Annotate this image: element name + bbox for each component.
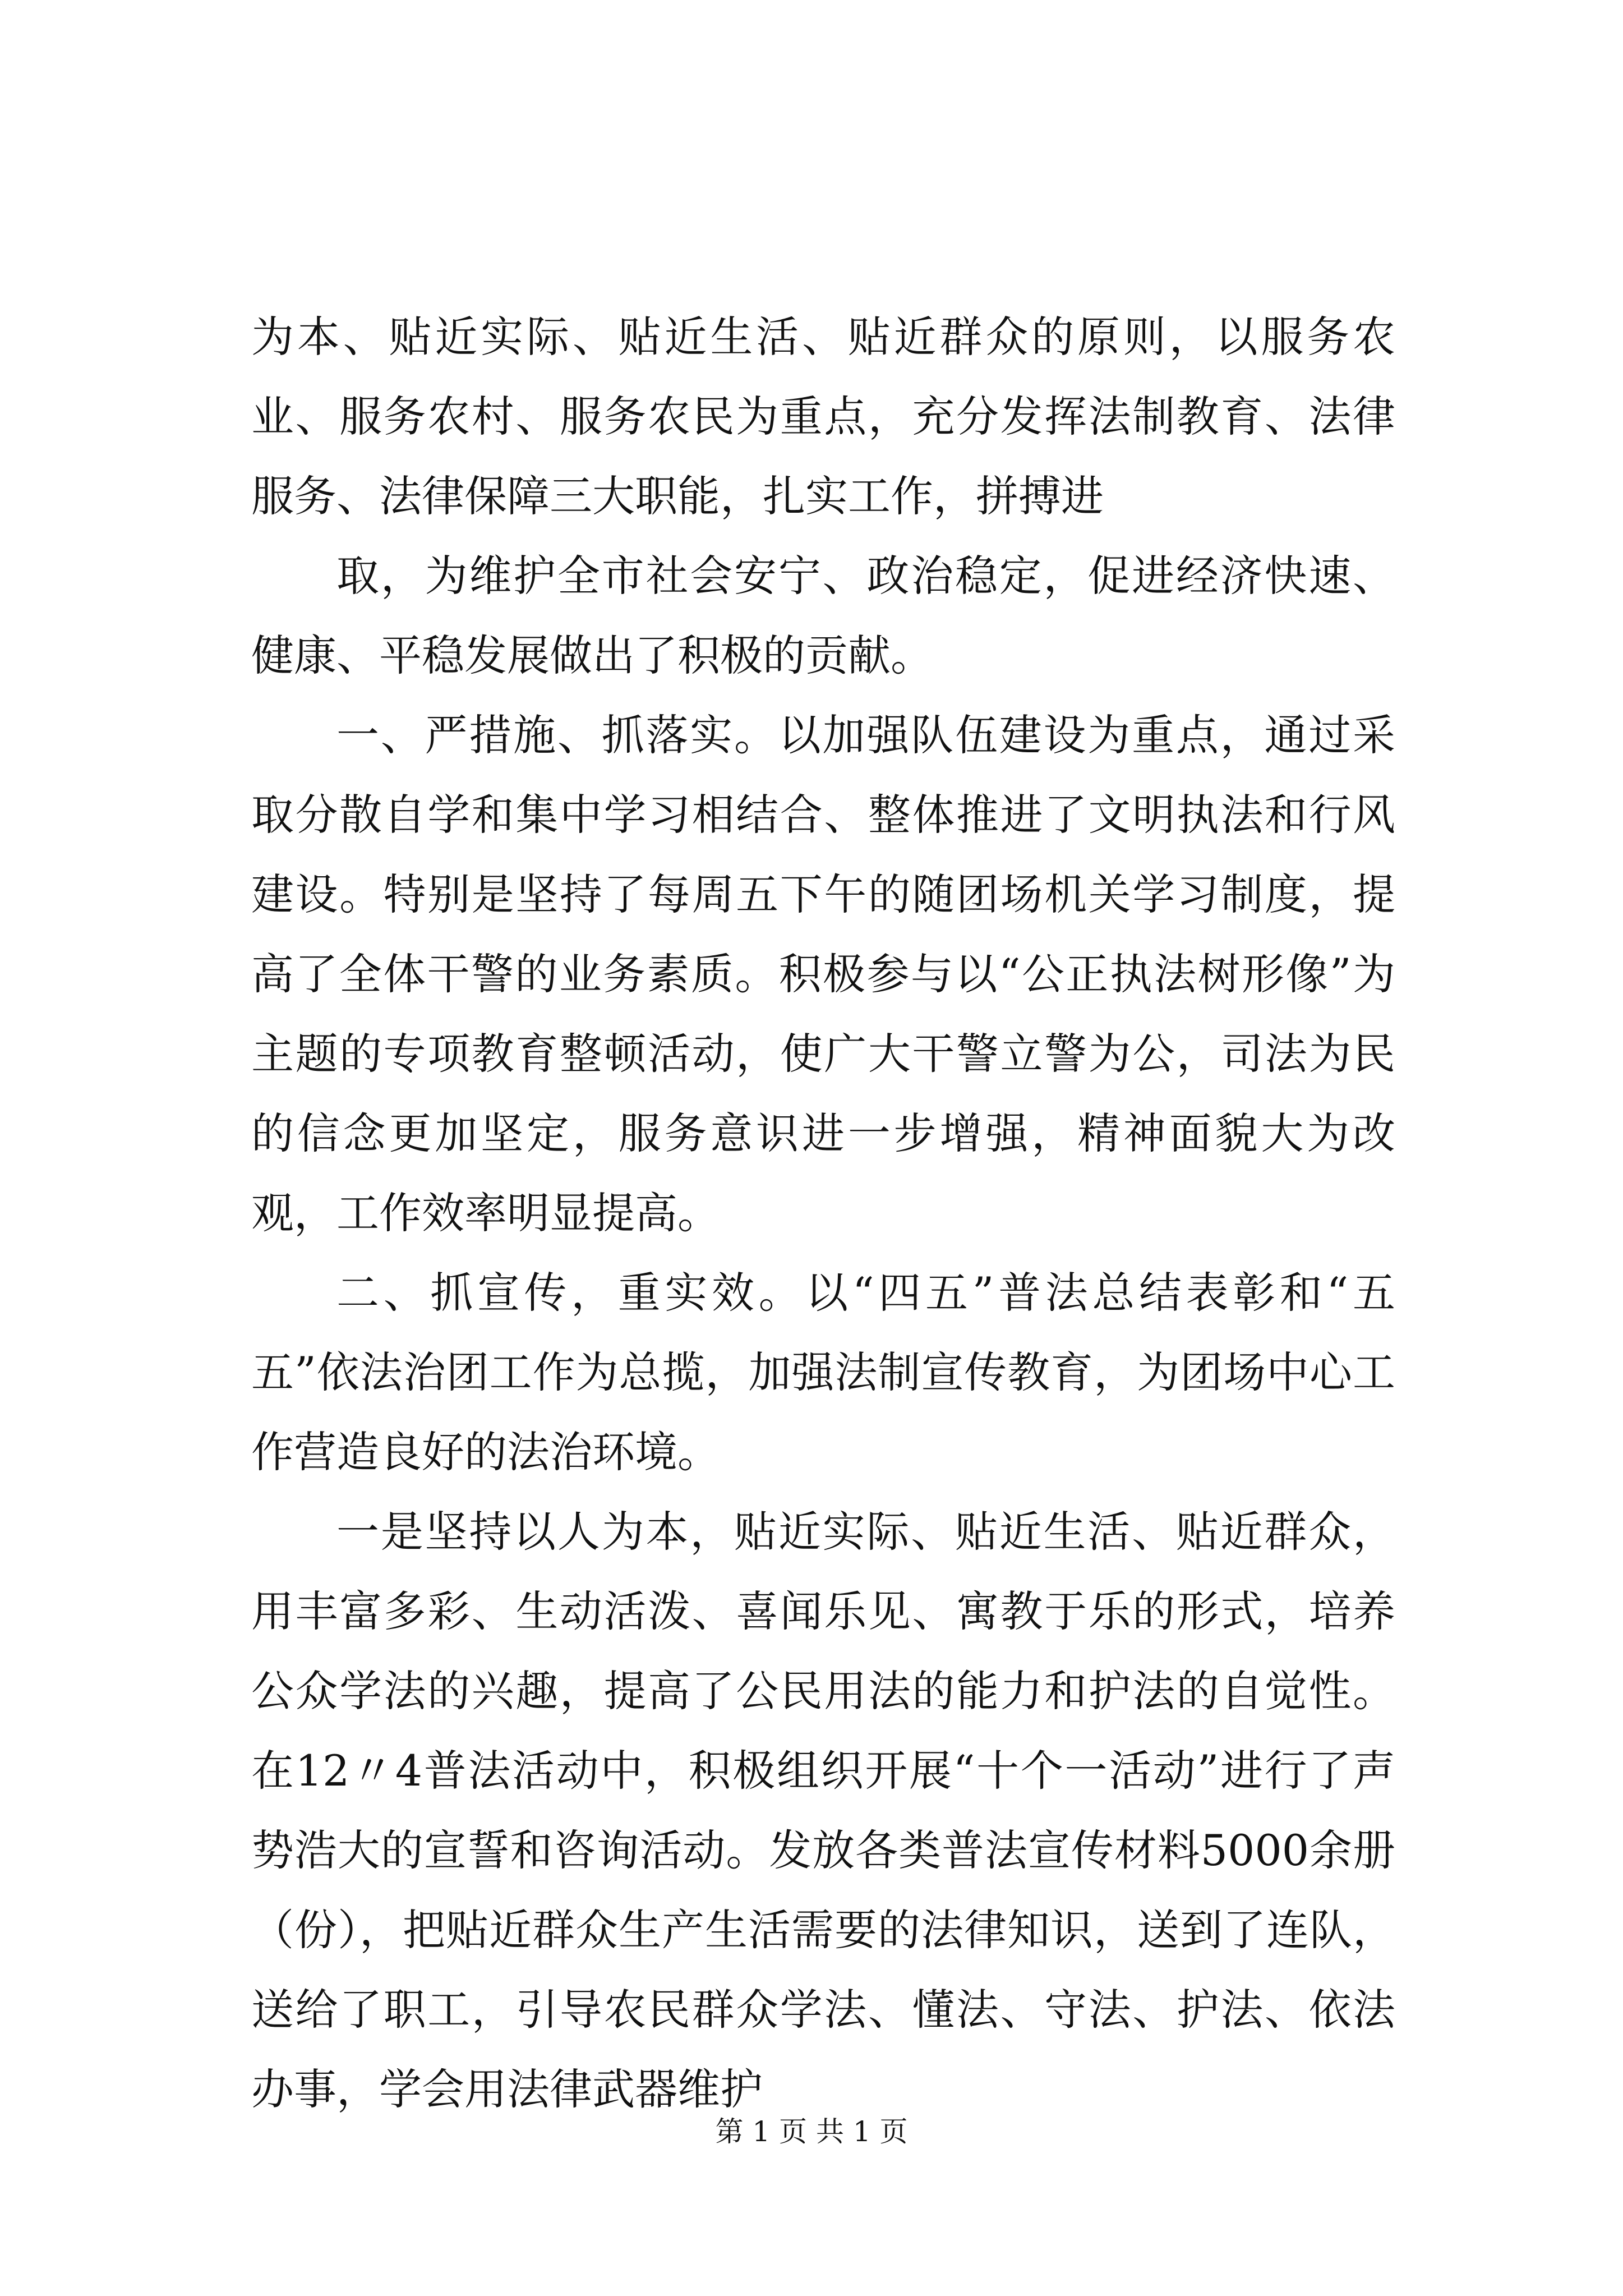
paragraph-section-one: 一、严措施、抓落实。以加强队伍建设为重点，通过采取分散自学和集中学习相结合、整体推进了文明执法和行风建设。特别是坚持了每周五下午的随团场机关学习制度，提高了全体干警的业务素质。积极参与以“公正执法树形像”为主题的专项教育整顿活动，使广大干警立警为公，司法为民的信念更加坚定，服务意识进一步增强，精神面貌大为改观，工作效率明显提高。: [251, 710, 1395, 1238]
paragraph-section-two: 二、抓宣传，重实效。以“四五”普法总结表彰和“五五”依法治团工作为总揽，加强法制宣传教育，为团场中心工作营造良好的法治环境。: [251, 1268, 1395, 1477]
paragraph-contribution: 取，为维护全市社会安宁、政治稳定，促进经济快速、健康、平稳发展做出了积极的贡献。: [251, 551, 1395, 680]
document-body: [251, 297, 1395, 2129]
page-footer: [0, 2112, 1623, 2151]
page-number-label: 第 1 页 共 1 页: [715, 2115, 908, 2148]
paragraph-point-one: 一是坚持以人为本，贴近实际、贴近生活、贴近群众，用丰富多彩、生动活泼、喜闻乐见、寓教于乐的形式，培养公众学法的兴趣，提高了公民用法的能力和护法的自觉性。在12〃4普法活动中，积极组织开展“十个一活动”进行了声势浩大的宣誓和咨询活动。发放各类普法宣传材料5000余册（份），把贴近群众生产生活需要的法律知识，送到了连队，送给了职工，引导农民群众学法、懂法、守法、护法、依法办事，学会用法律武器维护: [251, 1507, 1395, 2114]
paragraph-continuation: 为本、贴近实际、贴近生活、贴近群众的原则，以服务农业、服务农村、服务农民为重点，充分发挥法制教育、法律服务、法律保障三大职能，扎实工作，拼搏进: [251, 312, 1395, 521]
